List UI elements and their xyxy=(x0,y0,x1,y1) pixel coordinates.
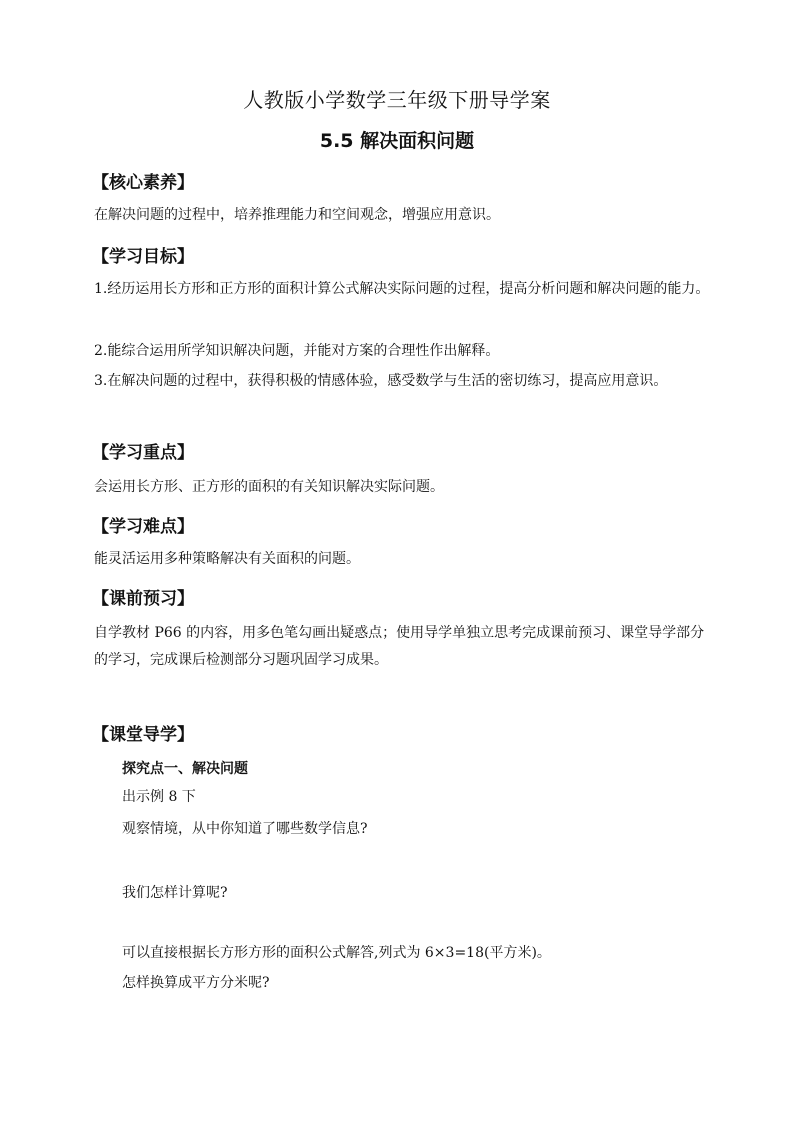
goal-item-2: 2.能综合运用所学知识解决问题，并能对方案的合理性作出解释。 xyxy=(94,343,500,359)
difficulty-text: 能灵活运用多种策略解决有关面积的问题。 xyxy=(94,551,360,567)
heading-goals: 【学习目标】 xyxy=(92,247,194,267)
classroom-line: 观察情境，从中你知道了哪些数学信息? xyxy=(122,821,368,837)
keypoint-text: 会运用长方形、正方形的面积的有关知识解决实际问题。 xyxy=(94,479,444,495)
core-text: 在解决问题的过程中，培养推理能力和空间观念，增强应用意识。 xyxy=(94,207,500,223)
preview-text: 自学教材 P66 的内容，用多色笔勾画出疑惑点；使用导学单独立思考完成课前预习、课堂导学部分的学习，完成课后检测部分习题巩固学习成果。 xyxy=(94,625,705,668)
classroom-line: 我们怎样计算呢? xyxy=(122,885,228,901)
classroom-line: 怎样换算成平方分米呢? xyxy=(122,975,270,991)
classroom-line: 可以直接根据长方形方形的面积公式解答,列式为 6×3=18(平方米)。 xyxy=(122,945,551,961)
goal-item-3: 3.在解决问题的过程中，获得积极的情感体验，感受数学与生活的密切练习，提高应用意识。 xyxy=(94,373,668,389)
heading-classroom: 【课堂导学】 xyxy=(92,725,194,745)
heading-keypoint: 【学习重点】 xyxy=(92,443,194,463)
explore-point-title: 探究点一、解决问题 xyxy=(122,761,248,777)
heading-core: 【核心素养】 xyxy=(92,173,194,193)
goal-item-1: 1.经历运用长方形和正方形的面积计算公式解决实际问题的过程，提高分析问题和解决问题的能力。 xyxy=(94,281,710,297)
heading-preview: 【课前预习】 xyxy=(92,589,194,609)
heading-difficulty: 【学习难点】 xyxy=(92,517,194,537)
document-subtitle: 5.5 解决面积问题 xyxy=(319,130,475,152)
document-title: 人教版小学数学三年级下册导学案 xyxy=(243,88,551,112)
classroom-line: 出示例 8 下 xyxy=(122,789,196,805)
